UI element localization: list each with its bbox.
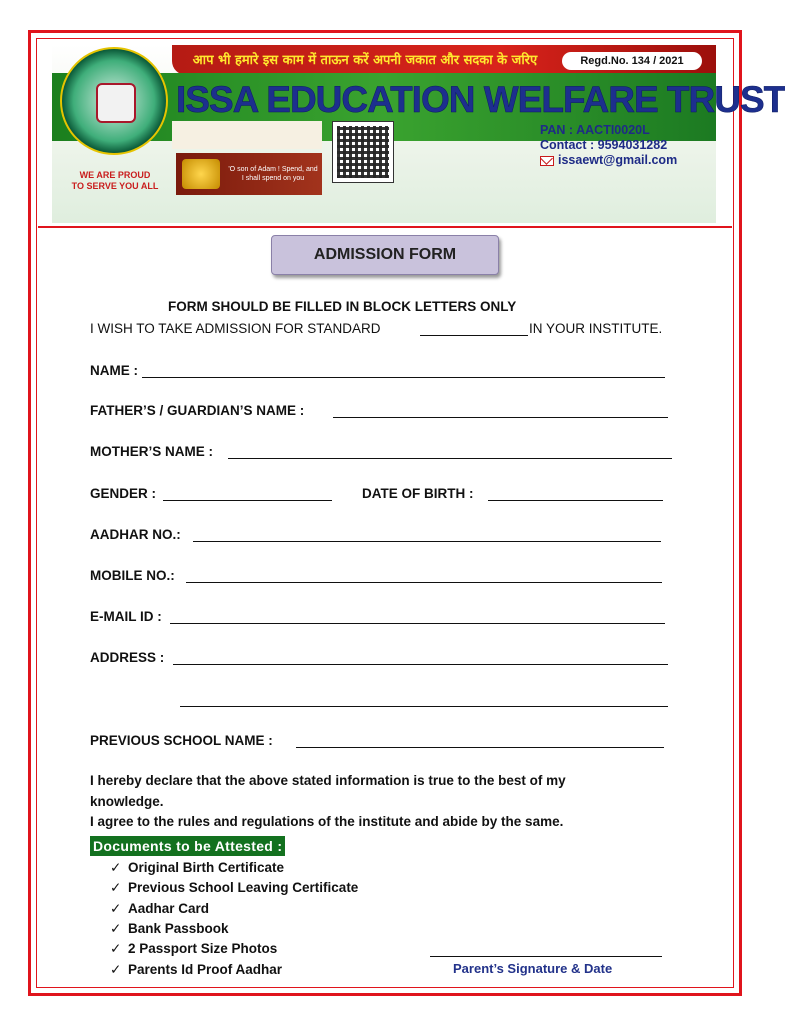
dob-label: DATE OF BIRTH :	[362, 486, 474, 501]
address-field-line2[interactable]	[180, 706, 668, 707]
hindi-slogan: आप भी हमारे इस काम में ताऊन करें अपनी जकात और सदका के जरिए	[192, 53, 538, 68]
email-label: E-MAIL ID :	[90, 609, 162, 624]
mobile-field[interactable]	[186, 582, 662, 583]
contact-number: Contact : 9594031282	[540, 138, 668, 152]
contact-block	[540, 123, 677, 168]
qr-code	[332, 121, 394, 183]
qr-pattern	[337, 126, 389, 178]
email-address: issaewt@gmail.com	[558, 153, 678, 167]
standard-prefix: I WISH TO TAKE ADMISSION FOR STANDARD	[90, 321, 381, 336]
check-icon: ✓	[110, 880, 122, 895]
name-field[interactable]	[142, 377, 665, 378]
check-icon: ✓	[110, 860, 122, 875]
document-item	[110, 901, 209, 917]
gender-label: GENDER :	[90, 486, 157, 501]
name-label: NAME :	[90, 363, 138, 378]
header-divider	[38, 226, 732, 228]
block-letters-instruction: FORM SHOULD BE FILLED IN BLOCK LETTERS ONLY	[168, 299, 517, 314]
check-icon: ✓	[110, 941, 122, 956]
logo-shield-icon	[96, 83, 136, 123]
document-label: Original Birth Certificate	[128, 860, 285, 875]
aadhar-label: AADHAR NO.:	[90, 527, 181, 542]
gender-field[interactable]	[163, 500, 332, 501]
form-title: ADMISSION FORM	[271, 235, 499, 275]
email-field[interactable]	[170, 623, 665, 624]
document-item	[110, 880, 358, 896]
declaration-line3: I agree to the rules and regulations of the institute and abide by the same.	[90, 814, 564, 829]
document-label: Bank Passbook	[128, 921, 229, 936]
document-item	[110, 860, 284, 876]
documents-title: Documents to be Attested :	[90, 836, 285, 856]
document-label: Parents Id Proof Aadhar	[128, 962, 283, 977]
address-field-line1[interactable]	[173, 664, 668, 665]
tagline	[60, 170, 170, 192]
quote-panel	[176, 153, 322, 195]
signature-label: Parent’s Signature & Date	[453, 961, 613, 976]
standard-blank[interactable]	[420, 335, 528, 336]
address-label: ADDRESS :	[90, 650, 165, 665]
father-name-field[interactable]	[333, 417, 668, 418]
document-item	[110, 921, 229, 937]
mobile-label: MOBILE NO.:	[90, 568, 175, 583]
trust-logo	[60, 47, 168, 155]
trust-name: ISSA EDUCATION WELFARE TRUST	[176, 79, 785, 120]
document-item	[110, 941, 277, 957]
urdu-hadith-image	[172, 121, 322, 149]
previous-school-label: PREVIOUS SCHOOL NAME :	[90, 733, 273, 748]
document-label: 2 Passport Size Photos	[128, 941, 278, 956]
previous-school-field[interactable]	[296, 747, 664, 748]
quote-text: 'O son of Adam ! Spend, and I shall spend on you	[228, 166, 318, 182]
check-icon: ✓	[110, 962, 122, 977]
pan-number: PAN : AACTI0020L	[540, 123, 650, 137]
declaration-line1: I hereby declare that the above stated information is true to the best of my	[90, 773, 566, 788]
letterhead-banner	[52, 45, 785, 223]
check-icon: ✓	[110, 921, 122, 936]
document-item	[110, 962, 282, 978]
tagline-line2: TO SERVE YOU ALL	[71, 181, 159, 191]
mother-name-label: MOTHER’S NAME :	[90, 444, 213, 459]
father-name-label: FATHER’S / GUARDIAN’S NAME :	[90, 403, 305, 418]
registration-number: Regd.No. 134 / 2021	[562, 52, 702, 70]
dob-field[interactable]	[488, 500, 663, 501]
document-label: Aadhar Card	[128, 901, 210, 916]
coins-icon	[182, 159, 220, 189]
signature-field[interactable]	[430, 956, 662, 957]
standard-suffix: IN YOUR INSTITUTE.	[529, 321, 663, 336]
mother-name-field[interactable]	[228, 458, 672, 459]
document-label: Previous School Leaving Certificate	[128, 880, 359, 895]
tagline-line1: WE ARE PROUD	[79, 170, 151, 180]
email-row	[540, 153, 677, 168]
aadhar-field[interactable]	[193, 541, 661, 542]
check-icon: ✓	[110, 901, 122, 916]
mail-icon	[540, 156, 554, 166]
declaration-line2: knowledge.	[90, 794, 164, 809]
